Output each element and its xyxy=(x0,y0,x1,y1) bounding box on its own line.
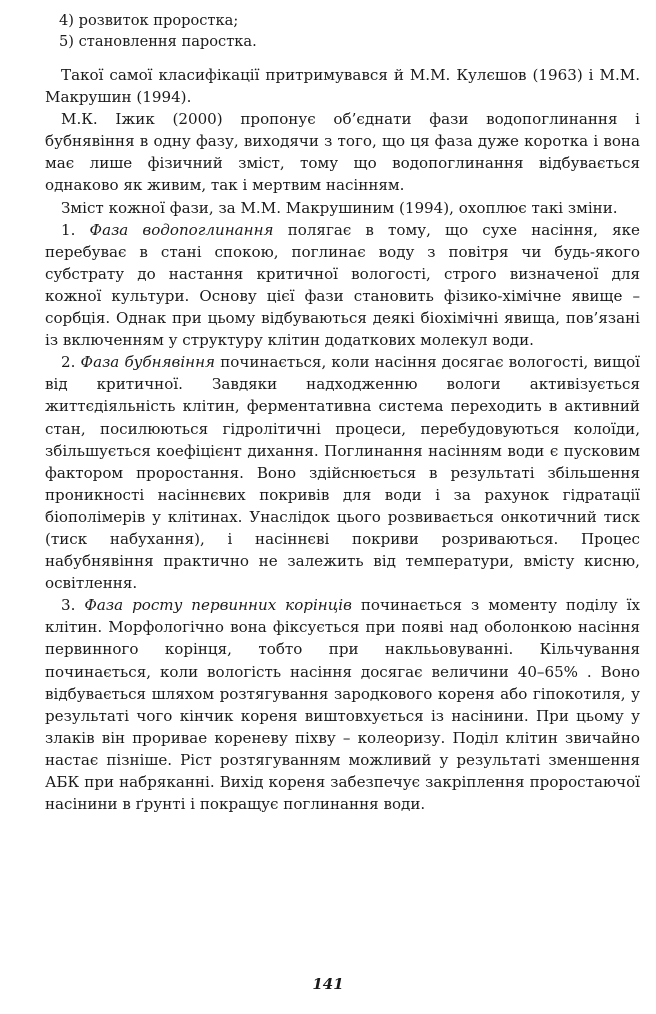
paragraph: Такої самої класифікації притримувався й М.М. Кулєшов (1963) і М.М. Макрушин (1994). xyxy=(45,66,640,107)
list xyxy=(45,10,640,52)
body-text xyxy=(45,64,640,815)
list-item: 4) розвиток проростка; xyxy=(59,12,239,29)
phase-paragraph: 1. Фаза водопоглинання полягає в тому, що сухе насіння, яке перебуває в стані спокою, поглинає воду з повітря чи будь-якого субстрату до настання критичної вологості, строго визначеної для кожної культури. Основу цієї фази становить фізико-хімічне явище – сорбція. Однак при цьому відбуваються деякі біохімічні явища, пов’язані із включенням у структуру клітин додаткових молекул води. xyxy=(45,220,640,350)
phase-paragraph: 2. Фаза бубнявіння починається, коли насіння досягає вологості, вищої від критичної. Завдяки надходженню вологи активізується життєдіяльність клітин, ферментативна система переходить в активний стан, посилюються гідролітичні процеси, перебудовуються колоїди, збільшується коефіцієнт дихання. Поглинання насінням води є пусковим фактором проростання. Воно здійснюється в результаті збільшення проникності насіннєвих покривів для води і за рахунок гідратації біополімерів у клітинах. Унаслідок цього розвивається онкотичний тиск (тиск набухання), і насіннєві покриви розриваються. Процес набубнявіння практично не залежить від температури, вмісту кисню, освітлення. xyxy=(45,353,640,593)
list-item: 5) становлення паростка. xyxy=(59,33,257,50)
page-number: 141 xyxy=(312,975,344,993)
phase-paragraph: 3. Фаза росту первинних корінців починається з моменту поділу їх клітин. Морфологічно вона фіксується при появі над оболонкою насіння первинного корінця, тобто при наклььовуванні. Кільчування починається, коли вологість насіння досягає величини 40–65% . Воно відбувається шляхом розтягування зародкового кореня або гіпокотиля, у результаті чого кінчик кореня виштовхується із насінини. При цьому у злаків він проривае кореневу піхву – колеоризу. Поділ клітин звичайно настає пізніше. Ріст розтягуванням можливий у результаті зменшення АБК при набряканні. Вихід кореня забезпечує закріплення проростаючої насінини в ґрунті і покращує поглинання води. xyxy=(45,596,640,814)
paragraph: М.К. Іжик (2000) пропонує об’єднати фази водопоглинання і бубнявіння в одну фазу, виходячи з того, що ця фаза дуже коротка і вона має лише фізичний зміст, тому що водопоглинання відбувається однаково як живим, так і мертвим насінням. xyxy=(45,110,640,195)
phase-term: Фаза росту первинних корінців xyxy=(84,596,352,615)
phase-term: Фаза бубнявіння xyxy=(80,353,216,372)
paragraph: Зміст кожної фази, за М.М. Макрушиним (1994), охоплює такі зміни. xyxy=(61,198,618,217)
phase-term: Фаза водопоглинання xyxy=(89,220,274,239)
